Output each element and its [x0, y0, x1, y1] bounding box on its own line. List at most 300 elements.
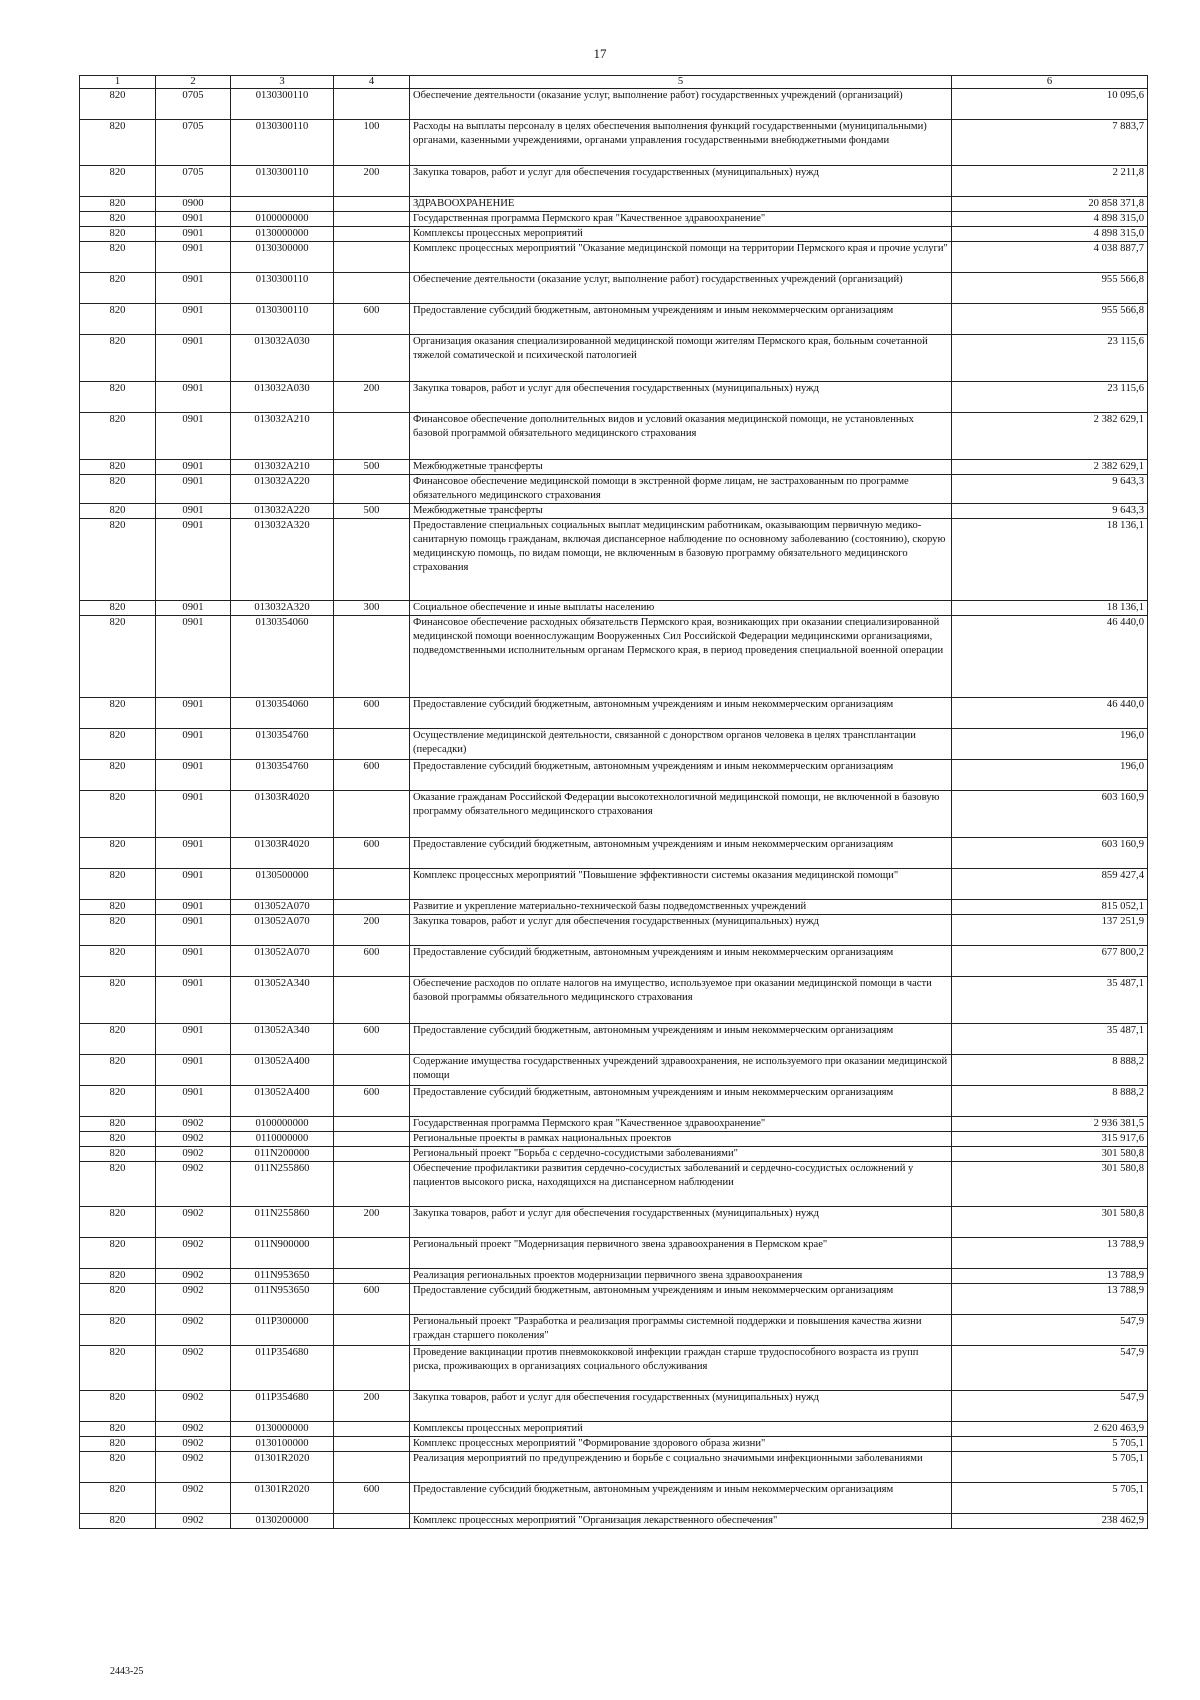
ministry-code-cell: 820 — [80, 242, 156, 273]
expense-type-cell — [334, 1117, 410, 1132]
section-code-cell: 0901 — [156, 838, 231, 869]
description-cell: Финансовое обеспечение дополнительных видов и условий оказания медицинской помощи, не установленных базовой программой обязательного медицинского страхования — [410, 413, 952, 460]
table-row — [80, 519, 1148, 601]
description-cell: Обеспечение профилактики развития сердечно-сосудистых заболеваний и сердечно-сосудистых осложнений у пациентов высокого риска, находящихся на диспансерном наблюдении — [410, 1162, 952, 1207]
target-article-cell: 013032А320 — [231, 519, 334, 601]
target-article-cell: 0130100000 — [231, 1437, 334, 1452]
expense-type-cell: 500 — [334, 460, 410, 475]
table-row — [80, 729, 1148, 760]
ministry-code-cell: 820 — [80, 197, 156, 212]
expense-type-cell: 600 — [334, 838, 410, 869]
target-article-cell: 0130354760 — [231, 729, 334, 760]
column-header: 3 — [231, 76, 334, 89]
description-cell: Организация оказания специализированной медицинской помощи жителям Пермского края, больным сочетанной тяжелой соматической и психической патологией — [410, 335, 952, 382]
expense-type-cell: 600 — [334, 1086, 410, 1117]
expense-type-cell — [334, 519, 410, 601]
expense-type-cell — [334, 413, 410, 460]
target-article-cell: 013032А220 — [231, 504, 334, 519]
section-code-cell: 0900 — [156, 197, 231, 212]
section-code-cell: 0901 — [156, 760, 231, 791]
section-code-cell: 0901 — [156, 413, 231, 460]
amount-cell: 547,9 — [952, 1391, 1148, 1422]
description-cell: Предоставление субсидий бюджетным, автономным учреждениям и иным некоммерческим организациям — [410, 1086, 952, 1117]
ministry-code-cell: 820 — [80, 166, 156, 197]
amount-cell: 547,9 — [952, 1346, 1148, 1391]
page-number: 17 — [593, 46, 607, 61]
table-row — [80, 1514, 1148, 1529]
description-cell: Предоставление субсидий бюджетным, автономным учреждениям и иным некоммерческим организациям — [410, 760, 952, 791]
target-article-cell: 0130354760 — [231, 760, 334, 791]
description-cell: Финансовое обеспечение расходных обязательств Пермского края, возникающих при оказании специализированной медицинской помощи военнослужащим Вооруженных Сил Российской Федерации медицинскими организациями, подведомственными исполнительным органам Пермского края, в период проведения специальной военной операции — [410, 616, 952, 698]
ministry-code-cell: 820 — [80, 838, 156, 869]
section-code-cell: 0901 — [156, 729, 231, 760]
section-code-cell: 0901 — [156, 304, 231, 335]
description-cell: Закупка товаров, работ и услуг для обеспечения государственных (муниципальных) нужд — [410, 1207, 952, 1238]
description-cell: Предоставление субсидий бюджетным, автономным учреждениям и иным некоммерческим организациям — [410, 698, 952, 729]
table-row — [80, 1207, 1148, 1238]
expense-type-cell — [334, 273, 410, 304]
ministry-code-cell: 820 — [80, 1391, 156, 1422]
table-row — [80, 1284, 1148, 1315]
ministry-code-cell: 820 — [80, 212, 156, 227]
amount-cell: 547,9 — [952, 1315, 1148, 1346]
amount-cell: 301 580,8 — [952, 1147, 1148, 1162]
ministry-code-cell: 820 — [80, 1315, 156, 1346]
table-body — [80, 89, 1148, 1529]
expense-type-cell: 200 — [334, 382, 410, 413]
target-article-cell: 011N900000 — [231, 1238, 334, 1269]
amount-cell: 13 788,9 — [952, 1284, 1148, 1315]
amount-cell: 5 705,1 — [952, 1437, 1148, 1452]
expense-type-cell — [334, 227, 410, 242]
description-cell: Закупка товаров, работ и услуг для обеспечения государственных (муниципальных) нужд — [410, 166, 952, 197]
target-article-cell: 0130300110 — [231, 89, 334, 120]
table-row — [80, 1269, 1148, 1284]
expense-type-cell — [334, 729, 410, 760]
ministry-code-cell: 820 — [80, 504, 156, 519]
amount-cell: 955 566,8 — [952, 304, 1148, 335]
description-cell: Межбюджетные трансферты — [410, 460, 952, 475]
ministry-code-cell: 820 — [80, 915, 156, 946]
table-row — [80, 273, 1148, 304]
target-article-cell: 0130300110 — [231, 120, 334, 166]
section-code-cell: 0902 — [156, 1422, 231, 1437]
ministry-code-cell: 820 — [80, 1437, 156, 1452]
ministry-code-cell: 820 — [80, 1452, 156, 1483]
amount-cell: 859 427,4 — [952, 869, 1148, 900]
amount-cell: 46 440,0 — [952, 616, 1148, 698]
amount-cell: 815 052,1 — [952, 900, 1148, 915]
description-cell: Реализация региональных проектов модернизации первичного звена здравоохранения — [410, 1269, 952, 1284]
amount-cell: 4 898 315,0 — [952, 227, 1148, 242]
section-code-cell: 0901 — [156, 212, 231, 227]
table-row — [80, 460, 1148, 475]
ministry-code-cell: 820 — [80, 304, 156, 335]
description-cell: Предоставление субсидий бюджетным, автономным учреждениям и иным некоммерческим организациям — [410, 1284, 952, 1315]
table-row — [80, 89, 1148, 120]
target-article-cell: 011P354680 — [231, 1391, 334, 1422]
target-article-cell: 011N255860 — [231, 1162, 334, 1207]
table-row — [80, 977, 1148, 1024]
ministry-code-cell: 820 — [80, 1024, 156, 1055]
expense-type-cell: 200 — [334, 915, 410, 946]
section-code-cell: 0901 — [156, 460, 231, 475]
section-code-cell: 0901 — [156, 227, 231, 242]
target-article-cell: 0130000000 — [231, 227, 334, 242]
ministry-code-cell: 820 — [80, 1483, 156, 1514]
expense-type-cell — [334, 791, 410, 838]
amount-cell: 137 251,9 — [952, 915, 1148, 946]
description-cell: Обеспечение расходов по оплате налогов на имущество, используемое при оказании медицинской помощи в части базовой программы обязательного медицинского страхования — [410, 977, 952, 1024]
ministry-code-cell: 820 — [80, 273, 156, 304]
expense-type-cell: 500 — [334, 504, 410, 519]
table-row — [80, 166, 1148, 197]
target-article-cell: 0130300110 — [231, 166, 334, 197]
ministry-code-cell: 820 — [80, 227, 156, 242]
column-header: 1 — [80, 76, 156, 89]
amount-cell: 46 440,0 — [952, 698, 1148, 729]
amount-cell: 5 705,1 — [952, 1452, 1148, 1483]
description-cell: Обеспечение деятельности (оказание услуг, выполнение работ) государственных учреждений (организаций) — [410, 273, 952, 304]
expense-type-cell — [334, 475, 410, 504]
table-row — [80, 1238, 1148, 1269]
expense-type-cell: 600 — [334, 1024, 410, 1055]
amount-cell: 955 566,8 — [952, 273, 1148, 304]
table-row — [80, 1483, 1148, 1514]
section-code-cell: 0901 — [156, 382, 231, 413]
column-header: 6 — [952, 76, 1148, 89]
amount-cell: 7 883,7 — [952, 120, 1148, 166]
table-row — [80, 242, 1148, 273]
budget-table — [79, 75, 1148, 1529]
section-code-cell: 0901 — [156, 519, 231, 601]
description-cell: Комплекс процессных мероприятий "Оказание медицинской помощи на территории Пермского края и прочие услуги" — [410, 242, 952, 273]
expense-type-cell: 600 — [334, 304, 410, 335]
ministry-code-cell: 820 — [80, 760, 156, 791]
table-row — [80, 760, 1148, 791]
section-code-cell: 0902 — [156, 1147, 231, 1162]
section-code-cell: 0901 — [156, 601, 231, 616]
expense-type-cell — [334, 242, 410, 273]
target-article-cell: 0100000000 — [231, 1117, 334, 1132]
table-row — [80, 504, 1148, 519]
column-header: 5 — [410, 76, 952, 89]
amount-cell: 5 705,1 — [952, 1483, 1148, 1514]
ministry-code-cell: 820 — [80, 335, 156, 382]
section-code-cell: 0901 — [156, 946, 231, 977]
amount-cell: 18 136,1 — [952, 519, 1148, 601]
section-code-cell: 0902 — [156, 1238, 231, 1269]
amount-cell: 2 382 629,1 — [952, 460, 1148, 475]
description-cell: Региональный проект "Борьба с сердечно-сосудистыми заболеваниями" — [410, 1147, 952, 1162]
description-cell: Предоставление субсидий бюджетным, автономным учреждениям и иным некоммерческим организациям — [410, 1483, 952, 1514]
table-row — [80, 616, 1148, 698]
description-cell: Социальное обеспечение и иные выплаты населению — [410, 601, 952, 616]
ministry-code-cell: 820 — [80, 460, 156, 475]
description-cell: Региональные проекты в рамках национальных проектов — [410, 1132, 952, 1147]
ministry-code-cell: 820 — [80, 1147, 156, 1162]
table-row — [80, 1055, 1148, 1086]
target-article-cell: 013052А070 — [231, 915, 334, 946]
amount-cell: 20 858 371,8 — [952, 197, 1148, 212]
expense-type-cell — [334, 1514, 410, 1529]
description-cell: Предоставление субсидий бюджетным, автономным учреждениям и иным некоммерческим организациям — [410, 304, 952, 335]
table-row — [80, 1315, 1148, 1346]
expense-type-cell — [334, 335, 410, 382]
amount-cell: 13 788,9 — [952, 1269, 1148, 1284]
target-article-cell: 011N255860 — [231, 1207, 334, 1238]
table-row — [80, 838, 1148, 869]
target-article-cell: 011N953650 — [231, 1284, 334, 1315]
expense-type-cell — [334, 869, 410, 900]
table-row — [80, 212, 1148, 227]
description-cell: Предоставление субсидий бюджетным, автономным учреждениям и иным некоммерческим организациям — [410, 1024, 952, 1055]
description-cell: ЗДРАВООХРАНЕНИЕ — [410, 197, 952, 212]
section-code-cell: 0901 — [156, 915, 231, 946]
target-article-cell: 013052А340 — [231, 977, 334, 1024]
amount-cell: 301 580,8 — [952, 1162, 1148, 1207]
ministry-code-cell: 820 — [80, 1055, 156, 1086]
table-row — [80, 946, 1148, 977]
table-row — [80, 382, 1148, 413]
ministry-code-cell: 820 — [80, 519, 156, 601]
ministry-code-cell: 820 — [80, 616, 156, 698]
amount-cell: 35 487,1 — [952, 977, 1148, 1024]
description-cell: Государственная программа Пермского края "Качественное здравоохранение" — [410, 212, 952, 227]
amount-cell: 35 487,1 — [952, 1024, 1148, 1055]
target-article-cell: 011P300000 — [231, 1315, 334, 1346]
amount-cell: 13 788,9 — [952, 1238, 1148, 1269]
target-article-cell: 013052А400 — [231, 1086, 334, 1117]
column-header: 4 — [334, 76, 410, 89]
section-code-cell: 0901 — [156, 1055, 231, 1086]
target-article-cell: 0130354060 — [231, 616, 334, 698]
table-row — [80, 869, 1148, 900]
description-cell: Развитие и укрепление материально-технической базы подведомственных учреждений — [410, 900, 952, 915]
section-code-cell: 0901 — [156, 900, 231, 915]
ministry-code-cell: 820 — [80, 977, 156, 1024]
ministry-code-cell: 820 — [80, 869, 156, 900]
expense-type-cell: 200 — [334, 1207, 410, 1238]
amount-cell: 9 643,3 — [952, 504, 1148, 519]
amount-cell: 2 382 629,1 — [952, 413, 1148, 460]
table-row — [80, 304, 1148, 335]
ministry-code-cell: 820 — [80, 601, 156, 616]
target-article-cell: 01301R2020 — [231, 1452, 334, 1483]
section-code-cell: 0901 — [156, 504, 231, 519]
column-header: 2 — [156, 76, 231, 89]
target-article-cell: 013052А400 — [231, 1055, 334, 1086]
amount-cell: 2 936 381,5 — [952, 1117, 1148, 1132]
description-cell: Реализация мероприятий по предупреждению и борьбе с социально значимыми инфекционными заболеваниями — [410, 1452, 952, 1483]
description-cell: Обеспечение деятельности (оказание услуг, выполнение работ) государственных учреждений (организаций) — [410, 89, 952, 120]
target-article-cell: 01301R2020 — [231, 1483, 334, 1514]
expense-type-cell: 600 — [334, 698, 410, 729]
section-code-cell: 0902 — [156, 1162, 231, 1207]
target-article-cell: 013032А030 — [231, 382, 334, 413]
amount-cell: 301 580,8 — [952, 1207, 1148, 1238]
amount-cell: 23 115,6 — [952, 382, 1148, 413]
ministry-code-cell: 820 — [80, 1269, 156, 1284]
amount-cell: 603 160,9 — [952, 838, 1148, 869]
amount-cell: 23 115,6 — [952, 335, 1148, 382]
description-cell: Комплексы процессных мероприятий — [410, 1422, 952, 1437]
ministry-code-cell: 820 — [80, 1162, 156, 1207]
expense-type-cell — [334, 1346, 410, 1391]
table-row — [80, 1117, 1148, 1132]
description-cell: Региональный проект "Разработка и реализация программы системной поддержки и повышения качества жизни граждан старшего поколения" — [410, 1315, 952, 1346]
expense-type-cell — [334, 1162, 410, 1207]
table-row — [80, 1024, 1148, 1055]
table-row — [80, 335, 1148, 382]
ministry-code-cell: 820 — [80, 413, 156, 460]
amount-cell: 10 095,6 — [952, 89, 1148, 120]
table-row — [80, 197, 1148, 212]
target-article-cell: 0130000000 — [231, 1422, 334, 1437]
table-header-row — [80, 76, 1148, 89]
section-code-cell: 0902 — [156, 1483, 231, 1514]
description-cell: Региональный проект "Модернизация первичного звена здравоохранения в Пермском крае" — [410, 1238, 952, 1269]
amount-cell: 2 211,8 — [952, 166, 1148, 197]
expense-type-cell: 100 — [334, 120, 410, 166]
ministry-code-cell: 820 — [80, 900, 156, 915]
amount-cell: 2 620 463,9 — [952, 1422, 1148, 1437]
description-cell: Межбюджетные трансферты — [410, 504, 952, 519]
ministry-code-cell: 820 — [80, 1086, 156, 1117]
ministry-code-cell: 820 — [80, 120, 156, 166]
table-row — [80, 413, 1148, 460]
section-code-cell: 0901 — [156, 977, 231, 1024]
amount-cell: 9 643,3 — [952, 475, 1148, 504]
section-code-cell: 0901 — [156, 791, 231, 838]
expense-type-cell: 200 — [334, 1391, 410, 1422]
expense-type-cell — [334, 197, 410, 212]
description-cell: Оказание гражданам Российской Федерации высокотехнологичной медицинской помощи, не включенной в базовую программу обязательного медицинского страхования — [410, 791, 952, 838]
target-article-cell: 013032А030 — [231, 335, 334, 382]
expense-type-cell — [334, 1238, 410, 1269]
amount-cell: 8 888,2 — [952, 1086, 1148, 1117]
amount-cell: 196,0 — [952, 729, 1148, 760]
section-code-cell: 0902 — [156, 1269, 231, 1284]
expense-type-cell — [334, 1315, 410, 1346]
target-article-cell: 011P354680 — [231, 1346, 334, 1391]
expense-type-cell — [334, 616, 410, 698]
description-cell: Государственная программа Пермского края "Качественное здравоохранение" — [410, 1117, 952, 1132]
target-article-cell: 0110000000 — [231, 1132, 334, 1147]
expense-type-cell — [334, 977, 410, 1024]
expense-type-cell — [334, 89, 410, 120]
section-code-cell: 0902 — [156, 1117, 231, 1132]
table-row — [80, 1437, 1148, 1452]
expense-type-cell: 600 — [334, 1284, 410, 1315]
target-article-cell: 01303R4020 — [231, 791, 334, 838]
target-article-cell: 0130200000 — [231, 1514, 334, 1529]
section-code-cell: 0902 — [156, 1514, 231, 1529]
description-cell: Комплекс процессных мероприятий "Повышение эффективности системы оказания медицинской помощи" — [410, 869, 952, 900]
footer-code: 2443-25 — [110, 1666, 144, 1677]
expense-type-cell — [334, 1437, 410, 1452]
description-cell: Содержание имущества государственных учреждений здравоохранения, не используемого при оказании медицинской помощи — [410, 1055, 952, 1086]
target-article-cell: 013052А070 — [231, 946, 334, 977]
target-article-cell: 013032А320 — [231, 601, 334, 616]
description-cell: Закупка товаров, работ и услуг для обеспечения государственных (муниципальных) нужд — [410, 915, 952, 946]
expense-type-cell — [334, 1055, 410, 1086]
section-code-cell: 0901 — [156, 1086, 231, 1117]
table-row — [80, 1132, 1148, 1147]
description-cell: Предоставление субсидий бюджетным, автономным учреждениям и иным некоммерческим организациям — [410, 946, 952, 977]
section-code-cell: 0705 — [156, 120, 231, 166]
target-article-cell: 013032А210 — [231, 460, 334, 475]
target-article-cell: 013052А340 — [231, 1024, 334, 1055]
expense-type-cell — [334, 900, 410, 915]
description-cell: Осуществление медицинской деятельности, связанной с донорством органов человека в целях трансплантации (пересадки) — [410, 729, 952, 760]
table-row — [80, 1422, 1148, 1437]
description-cell: Комплекс процессных мероприятий "Формирование здорового образа жизни" — [410, 1437, 952, 1452]
section-code-cell: 0901 — [156, 616, 231, 698]
expense-type-cell: 200 — [334, 166, 410, 197]
target-article-cell: 0130300000 — [231, 242, 334, 273]
description-cell: Проведение вакцинации против пневмококковой инфекции граждан старше трудоспособного возраста из групп риска, проживающих в организациях социального обслуживания — [410, 1346, 952, 1391]
section-code-cell: 0901 — [156, 869, 231, 900]
expense-type-cell — [334, 1132, 410, 1147]
expense-type-cell: 600 — [334, 1483, 410, 1514]
section-code-cell: 0901 — [156, 242, 231, 273]
target-article-cell: 013032А210 — [231, 413, 334, 460]
table-row — [80, 1391, 1148, 1422]
table-row — [80, 120, 1148, 166]
description-cell: Комплекс процессных мероприятий "Организация лекарственного обеспечения" — [410, 1514, 952, 1529]
table-row — [80, 227, 1148, 242]
table-row — [80, 791, 1148, 838]
ministry-code-cell: 820 — [80, 1346, 156, 1391]
ministry-code-cell: 820 — [80, 382, 156, 413]
section-code-cell: 0902 — [156, 1452, 231, 1483]
ministry-code-cell: 820 — [80, 1422, 156, 1437]
description-cell: Предоставление субсидий бюджетным, автономным учреждениям и иным некоммерческим организациям — [410, 838, 952, 869]
amount-cell: 677 800,2 — [952, 946, 1148, 977]
target-article-cell: 011N953650 — [231, 1269, 334, 1284]
amount-cell: 315 917,6 — [952, 1132, 1148, 1147]
description-cell: Закупка товаров, работ и услуг для обеспечения государственных (муниципальных) нужд — [410, 382, 952, 413]
target-article-cell: 0130300110 — [231, 304, 334, 335]
ministry-code-cell: 820 — [80, 1284, 156, 1315]
ministry-code-cell: 820 — [80, 89, 156, 120]
target-article-cell — [231, 197, 334, 212]
ministry-code-cell: 820 — [80, 1117, 156, 1132]
table-row — [80, 1086, 1148, 1117]
description-cell: Расходы на выплаты персоналу в целях обеспечения выполнения функций государственными (муниципальными) органами, казенными учреждениями, органами управления государственными внебюджетными фондами — [410, 120, 952, 166]
expense-type-cell — [334, 1422, 410, 1437]
section-code-cell: 0901 — [156, 475, 231, 504]
section-code-cell: 0902 — [156, 1284, 231, 1315]
ministry-code-cell: 820 — [80, 475, 156, 504]
amount-cell: 18 136,1 — [952, 601, 1148, 616]
target-article-cell: 013032А220 — [231, 475, 334, 504]
expense-type-cell — [334, 1269, 410, 1284]
ministry-code-cell: 820 — [80, 946, 156, 977]
expense-type-cell: 600 — [334, 946, 410, 977]
target-article-cell: 0100000000 — [231, 212, 334, 227]
target-article-cell: 0130300110 — [231, 273, 334, 304]
section-code-cell: 0902 — [156, 1391, 231, 1422]
description-cell: Финансовое обеспечение медицинской помощи в экстренной форме лицам, не застрахованным по программе обязательного медицинского страхования — [410, 475, 952, 504]
amount-cell: 8 888,2 — [952, 1055, 1148, 1086]
table-row — [80, 475, 1148, 504]
section-code-cell: 0705 — [156, 166, 231, 197]
ministry-code-cell: 820 — [80, 1207, 156, 1238]
table-row — [80, 915, 1148, 946]
ministry-code-cell: 820 — [80, 698, 156, 729]
